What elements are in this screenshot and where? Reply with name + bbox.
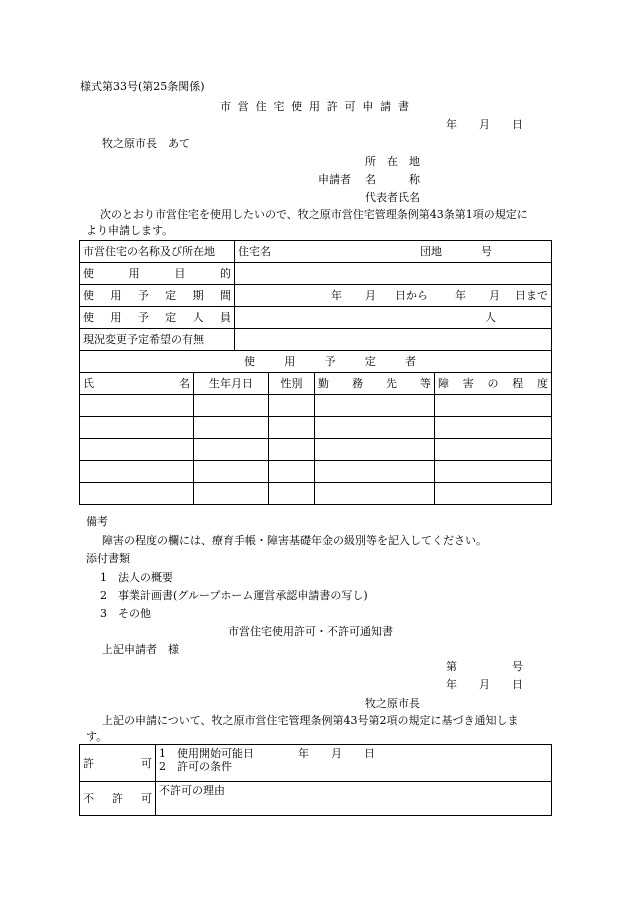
notice-number: 第 号: [446, 660, 523, 673]
attachment-item: 2 事業計画書(グループホーム運営承認申請書の写し): [100, 589, 368, 602]
table-row: [80, 417, 552, 439]
addressee: 牧之原市長 あて: [102, 137, 190, 150]
table-row: [80, 241, 552, 263]
application-date: 年 月 日: [446, 118, 523, 131]
period-label-cell: 使 用 予 定 期 間: [80, 285, 235, 307]
table-row: [80, 263, 552, 285]
table-row: [80, 329, 552, 351]
notice-addressee: 上記申請者 様: [102, 643, 179, 656]
deny-reason-label: 不許可の理由: [159, 784, 225, 797]
table-row: [80, 745, 552, 782]
page-title: 市 営 住 宅 使 用 許 可 申 請 書: [220, 100, 411, 113]
notice-text-line-1: 上記の申請について、牧之原市営住宅管理条例第43号第2項の規定に基づき通知しま: [102, 714, 519, 727]
representative-label: 代表者氏名: [365, 191, 420, 204]
attachment-item: 1 法人の概要: [100, 571, 173, 584]
housing-complex-label: 団地: [420, 245, 442, 258]
table-row: [80, 307, 552, 329]
purpose-value-cell: [235, 263, 552, 285]
name-label: 名 称: [365, 173, 420, 186]
applicant-prefix: 申請者: [318, 173, 351, 186]
table-row: [80, 351, 552, 373]
deny-value-cell: [156, 782, 552, 816]
attachments-title: 添付書類: [86, 552, 130, 565]
decision-table: [79, 744, 552, 816]
notice-issuer: 牧之原市長: [365, 697, 420, 710]
table-row: [80, 483, 552, 505]
housing-value-cell: [235, 241, 552, 263]
col-gender-header: 性別: [269, 373, 315, 395]
permit-conditions: 2 許可の条件: [159, 760, 232, 773]
table-row: [80, 782, 552, 816]
address-label: 所 在 地: [365, 155, 420, 168]
col-work-header: 勤 務 先 等: [315, 373, 435, 395]
planned-users-table: [79, 350, 552, 505]
period-value-cell: 年 月 日から 年 月 日まで: [235, 285, 552, 307]
notice-title: 市営住宅使用許可・不許可通知書: [228, 625, 393, 638]
change-label-cell: 現況変更予定希望の有無: [80, 329, 235, 351]
change-value-cell: [235, 329, 552, 351]
remarks-text: 障害の程度の欄には、療育手帳・障害基礎年金の級別等を記入してください。: [102, 534, 487, 547]
table-row: [80, 373, 552, 395]
housing-number-label: 号: [481, 245, 492, 258]
permit-label-cell: 許 可: [80, 745, 156, 782]
application-table: [79, 240, 552, 351]
table-row: [80, 439, 552, 461]
col-birth-header: 生年月日: [194, 373, 269, 395]
table-row: [80, 285, 552, 307]
housing-name-label: 住宅名: [238, 245, 271, 258]
col-disability-header: 障 害 の 程 度: [435, 373, 552, 395]
form-id: 様式第33号(第25条関係): [80, 80, 205, 93]
remarks-title: 備考: [86, 515, 108, 528]
col-name-header: 氏 名: [80, 373, 194, 395]
deny-label-cell: 不 許 可: [80, 782, 156, 816]
permit-value-cell: [156, 745, 552, 782]
purpose-label-cell: 使 用 目 的: [80, 263, 235, 285]
users-header-cell: 使 用 予 定 者: [80, 351, 552, 373]
permit-start-date: 1 使用開始可能日 年 月 日: [159, 747, 375, 760]
attachment-item: 3 その他: [100, 607, 151, 620]
housing-label-cell: 市営住宅の名称及び所在地: [80, 241, 235, 263]
notice-date: 年 月 日: [446, 678, 523, 691]
intro-line-2: より申請します。: [86, 224, 174, 237]
persons-value-cell: 人: [235, 307, 552, 329]
table-row: [80, 461, 552, 483]
notice-text-line-2: す。: [86, 730, 108, 743]
intro-line-1: 次のとおり市営住宅を使用したいので、牧之原市営住宅管理条例第43条第1項の規定に: [100, 208, 528, 221]
persons-label-cell: 使 用 予 定 人 員: [80, 307, 235, 329]
table-row: [80, 395, 552, 417]
